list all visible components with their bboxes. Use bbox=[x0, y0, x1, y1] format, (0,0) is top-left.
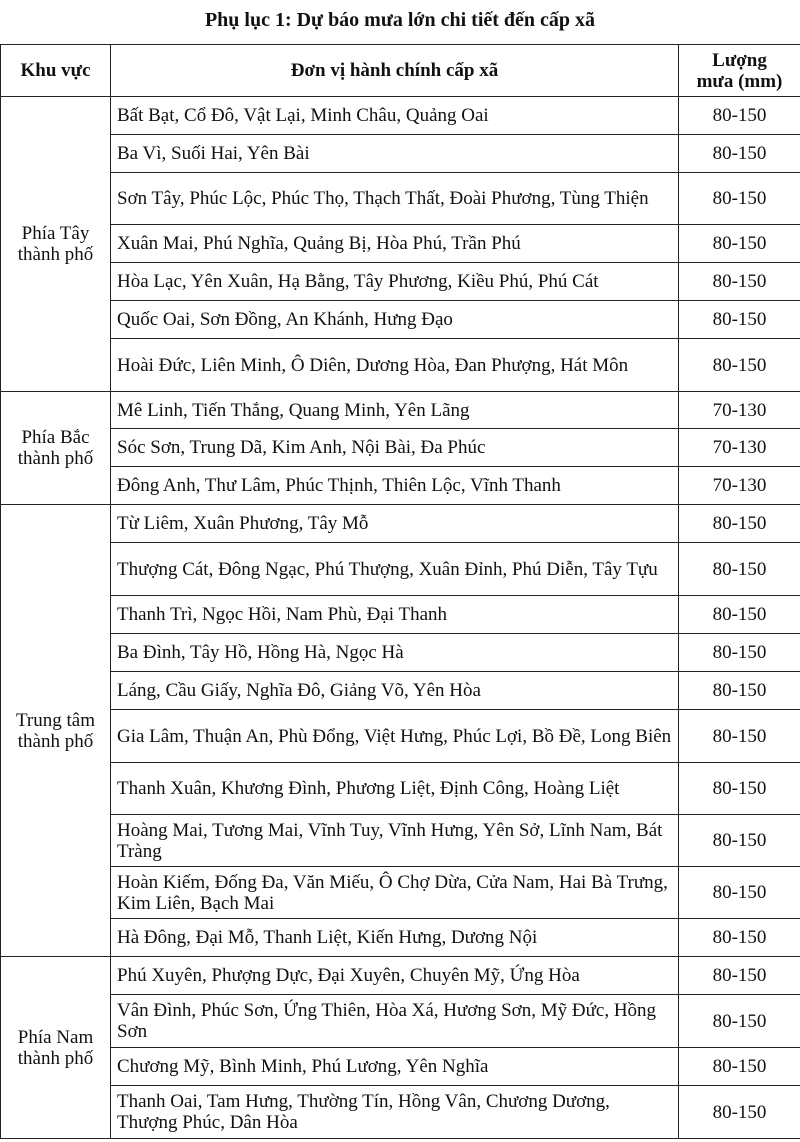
table-row bbox=[1, 815, 800, 867]
region-name-line2: thành phố bbox=[17, 448, 94, 469]
commune-list-cell: Xuân Mai, Phú Nghĩa, Quảng Bị, Hòa Phú, Trần Phú bbox=[111, 225, 679, 263]
commune-list-cell: Thanh Oai, Tam Hưng, Thường Tín, Hồng Vân, Chương Dương, Thượng Phúc, Dân Hòa bbox=[111, 1086, 679, 1139]
table-row bbox=[1, 867, 800, 919]
table-row bbox=[1, 1048, 800, 1086]
table-row bbox=[1, 634, 800, 672]
region-name-line1: Phía Nam bbox=[17, 1026, 94, 1048]
rainfall-cell: 80-150 bbox=[679, 710, 800, 763]
table-row bbox=[1, 225, 800, 263]
rainfall-cell: 80-150 bbox=[679, 1048, 800, 1086]
rainfall-cell: 80-150 bbox=[679, 867, 800, 919]
rainfall-cell: 80-150 bbox=[679, 339, 800, 392]
rainfall-cell: 80-150 bbox=[679, 225, 800, 263]
commune-list-cell: Quốc Oai, Sơn Đồng, An Khánh, Hưng Đạo bbox=[111, 301, 679, 339]
rainfall-cell: 80-150 bbox=[679, 672, 800, 710]
header-unit: Đơn vị hành chính cấp xã bbox=[111, 45, 679, 97]
table-row bbox=[1, 263, 800, 301]
region-cell bbox=[1, 957, 111, 1139]
table-row bbox=[1, 135, 800, 173]
rainfall-cell: 80-150 bbox=[679, 263, 800, 301]
region-name-line2: thành phố bbox=[17, 244, 94, 265]
header-rainfall-line1: Lượng bbox=[712, 49, 767, 71]
table-row bbox=[1, 919, 800, 957]
table-row bbox=[1, 505, 800, 543]
table-row bbox=[1, 543, 800, 596]
rainfall-cell: 80-150 bbox=[679, 919, 800, 957]
commune-list-cell: Đông Anh, Thư Lâm, Phúc Thịnh, Thiên Lộc, Vĩnh Thanh bbox=[111, 467, 679, 505]
table-row bbox=[1, 710, 800, 763]
region-name-line1: Phía Tây bbox=[21, 223, 90, 244]
commune-list-cell: Sóc Sơn, Trung Dã, Kim Anh, Nội Bài, Đa Phúc bbox=[111, 429, 679, 467]
region-cell bbox=[1, 97, 111, 392]
table-row bbox=[1, 672, 800, 710]
rainfall-cell: 80-150 bbox=[679, 634, 800, 672]
commune-list-cell: Chương Mỹ, Bình Minh, Phú Lương, Yên Nghĩa bbox=[111, 1048, 679, 1086]
table-row bbox=[1, 173, 800, 225]
rainfall-cell: 80-150 bbox=[679, 135, 800, 173]
rainfall-cell: 80-150 bbox=[679, 173, 800, 225]
table-row bbox=[1, 596, 800, 634]
header-rainfall-line2: mưa (mm) bbox=[696, 70, 783, 92]
commune-list-cell: Hòa Lạc, Yên Xuân, Hạ Bằng, Tây Phương, Kiều Phú, Phú Cát bbox=[111, 263, 679, 301]
table-row bbox=[1, 429, 800, 467]
table-body bbox=[1, 97, 800, 1139]
rainfall-cell: 80-150 bbox=[679, 1086, 800, 1139]
commune-list-cell: Hà Đông, Đại Mỗ, Thanh Liệt, Kiến Hưng, Dương Nội bbox=[111, 919, 679, 957]
commune-list-cell: Bất Bạt, Cổ Đô, Vật Lại, Minh Châu, Quảng Oai bbox=[111, 97, 679, 135]
table-row bbox=[1, 763, 800, 815]
header-rainfall bbox=[679, 45, 800, 97]
commune-list-cell: Thanh Trì, Ngọc Hồi, Nam Phù, Đại Thanh bbox=[111, 596, 679, 634]
commune-list-cell: Láng, Cầu Giấy, Nghĩa Đô, Giảng Võ, Yên Hòa bbox=[111, 672, 679, 710]
rainfall-cell: 70-130 bbox=[679, 429, 800, 467]
commune-list-cell: Vân Đình, Phúc Sơn, Ứng Thiên, Hòa Xá, Hương Sơn, Mỹ Đức, Hồng Sơn bbox=[111, 995, 679, 1048]
table-row bbox=[1, 392, 800, 429]
rainfall-cell: 80-150 bbox=[679, 596, 800, 634]
region-name-line2: thành phố bbox=[17, 1047, 94, 1069]
header-row bbox=[1, 45, 800, 97]
rainfall-cell: 80-150 bbox=[679, 97, 800, 135]
region-name-line2: thành phố bbox=[17, 730, 94, 752]
commune-list-cell: Hoàn Kiếm, Đống Đa, Văn Miếu, Ô Chợ Dừa, Cửa Nam, Hai Bà Trưng, Kim Liên, Bạch Mai bbox=[111, 867, 679, 919]
commune-list-cell: Thượng Cát, Đông Ngạc, Phú Thượng, Xuân Đỉnh, Phú Diễn, Tây Tựu bbox=[111, 543, 679, 596]
region-name-line1: Phía Bắc bbox=[21, 427, 90, 448]
table-row bbox=[1, 995, 800, 1048]
rainfall-cell: 80-150 bbox=[679, 301, 800, 339]
rainfall-cell: 80-150 bbox=[679, 543, 800, 596]
commune-list-cell: Từ Liêm, Xuân Phương, Tây Mỗ bbox=[111, 505, 679, 543]
rainfall-cell: 80-150 bbox=[679, 505, 800, 543]
commune-list-cell: Ba Đình, Tây Hồ, Hồng Hà, Ngọc Hà bbox=[111, 634, 679, 672]
page-title: Phụ lục 1: Dự báo mưa lớn chi tiết đến cấp xã bbox=[204, 9, 596, 31]
table-row bbox=[1, 467, 800, 505]
commune-list-cell: Hoàng Mai, Tương Mai, Vĩnh Tuy, Vĩnh Hưng, Yên Sở, Lĩnh Nam, Bát Tràng bbox=[111, 815, 679, 867]
table-row bbox=[1, 1086, 800, 1139]
rainfall-cell: 70-130 bbox=[679, 467, 800, 505]
region-cell bbox=[1, 505, 111, 957]
table-row bbox=[1, 301, 800, 339]
commune-list-cell: Sơn Tây, Phúc Lộc, Phúc Thọ, Thạch Thất, Đoài Phương, Tùng Thiện bbox=[111, 173, 679, 225]
header-area: Khu vực bbox=[1, 45, 111, 97]
commune-list-cell: Gia Lâm, Thuận An, Phù Đổng, Việt Hưng, Phúc Lợi, Bồ Đề, Long Biên bbox=[111, 710, 679, 763]
table-row bbox=[1, 97, 800, 135]
commune-list-cell: Mê Linh, Tiến Thắng, Quang Minh, Yên Lãng bbox=[111, 392, 679, 429]
rainfall-cell: 80-150 bbox=[679, 815, 800, 867]
commune-list-cell: Ba Vì, Suối Hai, Yên Bài bbox=[111, 135, 679, 173]
rainfall-cell: 80-150 bbox=[679, 995, 800, 1048]
commune-list-cell: Thanh Xuân, Khương Đình, Phương Liệt, Định Công, Hoàng Liệt bbox=[111, 763, 679, 815]
commune-list-cell: Phú Xuyên, Phượng Dực, Đại Xuyên, Chuyên Mỹ, Ứng Hòa bbox=[111, 957, 679, 995]
rainfall-cell: 80-150 bbox=[679, 957, 800, 995]
table-row bbox=[1, 339, 800, 392]
region-cell bbox=[1, 392, 111, 505]
rainfall-cell: 70-130 bbox=[679, 392, 800, 429]
rainfall-cell: 80-150 bbox=[679, 763, 800, 815]
table-row bbox=[1, 957, 800, 995]
rainfall-table bbox=[0, 44, 800, 1139]
commune-list-cell: Hoài Đức, Liên Minh, Ô Diên, Dương Hòa, Đan Phượng, Hát Môn bbox=[111, 339, 679, 392]
region-name-line1: Trung tâm bbox=[15, 709, 95, 731]
